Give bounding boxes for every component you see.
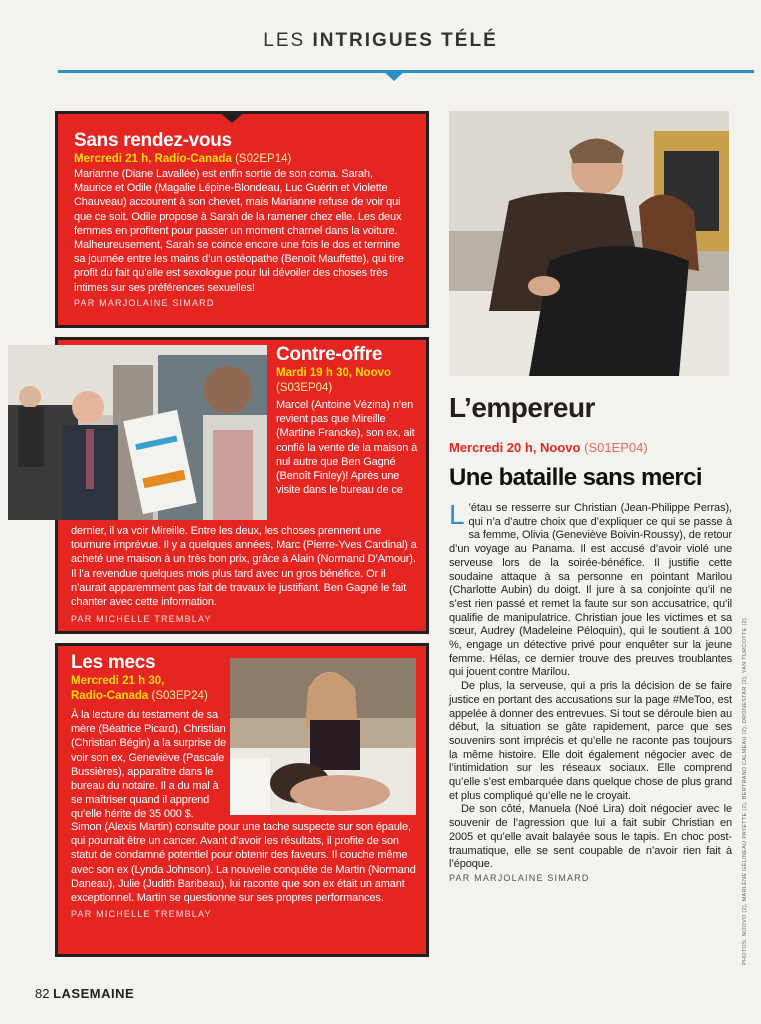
card2-text-bottom: [71, 524, 419, 624]
episode-code: (S02EP14): [235, 153, 292, 165]
card-byline: PAR MICHELLE TREMBLAY: [71, 614, 212, 625]
empereur-photo: [449, 111, 729, 376]
feature-article: [449, 499, 732, 886]
header-title: INTRIGUES TÉLÉ: [312, 30, 498, 51]
page-number: 82: [35, 986, 50, 1001]
drop-cap: L: [449, 499, 465, 530]
schedule-text: Mercredi 21 h, Radio-Canada: [74, 153, 232, 165]
header-prefix: LES: [263, 30, 306, 51]
feature-headline: Une bataille sans merci: [449, 464, 702, 491]
card-sans-rendez-vous: [55, 111, 429, 328]
card3-text-bottom: [71, 820, 419, 919]
card3-text-top: [71, 652, 227, 822]
card-body-top: Marcel (Antoine Vézina) n’en revient pas que Mireille (Martine Francke), son ex, ait confié la vente de la maison à nul autre que Ben Gagné (Benoît Finley)! Après une visite dans le bureau de ce: [276, 399, 418, 497]
section-header: [0, 30, 761, 52]
schedule-text: Radio-Canada: [71, 690, 149, 702]
paragraph-text: ’étau se resserre sur Christian (Jean-Philippe Perras), qui n’a d’autre choix que d’expliquer ce qui se passe à sa femme, Olivia (Geneviève Boivin-Roussy), de retour d’un voyage au Panama. Il est accusé d’avoir violé une serveuse lors de la soirée-bénéfice. Il justifie cette soudaine attaque à sa personne en pointant Marilou (Charlotte Aubin) du doigt. Il jure à sa conjointe qu’il ne s’est rien passé et remet la faute sur son accusatrice, qu’il qualifie de manipulatrice. Christian joue les victimes et sa sœur, Audrey (Madeleine Péloquin), qui le soutient à 100 %, engage un détective privé pour enquêter sur la jeune femme. Hélas, ce dernier trouve des preuves troublantes qui jouent contre Marilou.: [449, 502, 732, 679]
card-title: Les mecs: [71, 652, 156, 673]
card-body-bottom: dernier, il va voir Mireille. Entre les deux, les choses prennent une tournure imprévue. Il y a quelques années, Marc (Pierre-Yves Cardinal) a acheté une maison à un très bon prix, grâce à Alain (Normand D’Amour). Il l’a revendue quelques mois plus tard avec un gros bénéfice. Or il n’aurait apparemment pas fait de travaux le justifiant. Ben Gagné le fait chanter avec cette information.: [71, 525, 417, 609]
article-byline: PAR MARJOLAINE SIMARD: [449, 872, 590, 883]
card-notch: [218, 111, 246, 123]
card-byline: PAR MICHELLE TREMBLAY: [71, 909, 212, 920]
article-paragraph-2: De plus, la serveuse, qui a pris la décision de se faire justice en portant des accusations sur la page #MeToo, est appelée à donner des entrevues. Si tout se déroule bien au début, la situation se gâte rapidement, parce que ses souvenirs sont imprécis et qu’elle ne raconte pas toujours la même histoire. Elle doit également négocier avec de l’intimidation sur les réseaux sociaux. Elle comprend qu’elle s’est embarquée dans quelque chose de plus grand et plus compliqué qu’elle ne le croyait.: [449, 680, 732, 802]
card-schedule: Mercredi 21 h 30,: [71, 675, 165, 687]
card-byline: PAR MARJOLAINE SIMARD: [74, 297, 215, 308]
schedule-text: Mercredi 20 h, Noovo: [449, 440, 581, 455]
card-schedule: Mardi 19 h 30, Noovo: [276, 367, 392, 379]
card-body-top: À la lecture du testament de sa mère (Béatrice Picard), Christian (Christian Bégin) a la surprise de voir son ex, Geneviève (Pascale Bussières), apparaître dans le bureau du notaire. Il a du mal à se maîtriser quand il apprend qu’elle hérite de 35 000 $.: [71, 709, 227, 821]
header-rule: [58, 70, 754, 73]
les-mecs-photo: [230, 658, 416, 815]
feature-show-title: L’empereur: [449, 392, 595, 423]
episode-code: (S03EP24): [151, 690, 208, 702]
page-footer: [35, 986, 134, 1001]
card-body: Marianne (Diane Lavallée) est enfin sortie de son coma. Sarah, Maurice et Odile (Magalie Lépine-Blondeau, Luc Guérin et Violette Chauveau) accourent à son chevet, mais Marianne refuse de voir qui que ce soit. Odile propose à Sarah de la ramener chez elle. Les deux femmes en profitent pour passer un moment charnel dans la voiture. Malheureusement, Sarah se coince encore une fois le dos et termine sa journée entre les mains d’un ostéopathe (Benoît Mauffette), qui tire profit du fait qu’elle est sexologue pour lui dévoiler des choses très intimes sur ses préférences sexuelles!: [74, 168, 404, 294]
card2-text-top: [276, 344, 426, 497]
episode-code: (S01EP04): [584, 440, 648, 455]
article-paragraph-3: De son côté, Manuela (Noé Lira) doit négocier avec le souvenir de l’agression que lui a fait subir Christian en 2005 et qu’elle avait balayée sous le tapis. En choc post-traumatique, elle se sent coupable de n’avoir rien fait à l’époque.: [449, 803, 732, 871]
episode-code: (S03EP04): [276, 382, 333, 394]
contre-offre-photo: [8, 345, 267, 520]
card-title: Sans rendez-vous: [74, 130, 232, 151]
header-rule-notch: [382, 70, 406, 81]
card-schedule: [74, 152, 412, 167]
magazine-brand: LASEMAINE: [53, 986, 135, 1001]
card-schedule-2: [71, 689, 227, 704]
card-body-bottom: Simon (Alexis Martin) consulte pour une tache suspecte sur son épaule, qui pourrait être un cancer. Avant d’avoir les résultats, il profite de son statut de condamné potentiel pour obtenir des faveurs. Il couche même avec son ex (Lynda Johnson). La nouvelle conquête de Martin (Normand Daneau), Julie (Judith Baribeau), lui raconte que son ex était un amant exceptionnel. Martin se questionne sur ses propres performances.: [71, 821, 416, 905]
article-paragraph-1: [449, 499, 732, 680]
feature-schedule: [449, 440, 648, 455]
photo-credits: PHOTOS: NOOVO (2), MARLÈNE GÉLINEAU PAYETTE (2), BERTRAND CALMEAU (2), DRONESTAR (2), YAN TURCOTTE (2): [742, 618, 748, 965]
card-title: Contre-offre: [276, 344, 383, 365]
